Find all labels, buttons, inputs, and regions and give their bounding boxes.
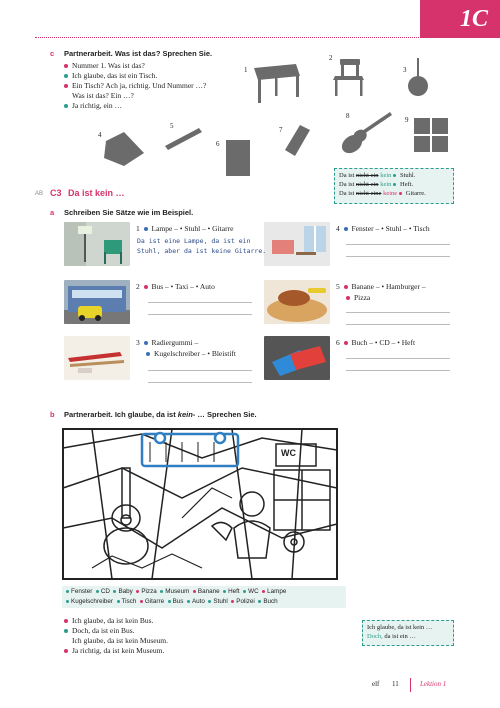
write-line[interactable] (148, 302, 252, 303)
dialog-line: Ich glaube, das ist ein Tisch. (64, 71, 244, 81)
pink-bullet-icon (144, 285, 148, 289)
write-line[interactable] (346, 324, 450, 325)
exercise-b-label: b (50, 410, 55, 419)
teal-bullet-icon (258, 600, 261, 603)
pink-bullet-icon (231, 600, 234, 603)
exercise-b-title: Partnerarbeit. Ich glaube, da ist kein- … Sprechen Sie. (64, 410, 257, 419)
pen-icon (165, 128, 202, 150)
pencils-photo (64, 336, 130, 380)
blue-bullet-icon (144, 341, 148, 345)
item-1: 1 Lampe – • Stuhl – • Gitarre (136, 224, 234, 233)
blue-bullet-icon (344, 227, 348, 231)
example-answer-2: Stuhl, aber da ist keine Gitarre. (137, 247, 267, 255)
pink-bullet-icon (346, 296, 350, 300)
picture-number: 7 (279, 126, 283, 134)
teal-bullet-icon (168, 600, 171, 603)
eraser-icon (285, 125, 310, 156)
workbook-ref: AB (35, 191, 44, 197)
word-bank-row-1: Fenster CD Baby Pizza Museum Banane Heft WC Lampe (66, 588, 286, 595)
item-3: 3 Radiergummi – (136, 338, 199, 347)
section-title: Da ist kein … (68, 188, 125, 198)
teal-bullet-icon (66, 590, 69, 593)
pink-bullet-icon (64, 649, 68, 653)
grammar-line: Da ist nicht ein kein Stuhl. (339, 172, 416, 179)
grammar-line: Da ist nicht ein kein Heft. (339, 181, 414, 188)
dialog-line: Ja richtig, ein … (64, 101, 244, 111)
lamp-chair-photo (64, 222, 130, 266)
picture-number: 5 (170, 122, 174, 130)
page-word: elf (372, 680, 380, 688)
item-5: 5 Banane – • Hamburger – (336, 282, 426, 291)
exercise-a-title: Schreiben Sie Sätze wie im Beispiel. (64, 208, 194, 217)
item-2: 2 Bus – • Taxi – • Auto (136, 282, 215, 291)
example-answer-1: Da ist eine Lampe, da ist ein (137, 237, 251, 245)
speaking-dialog (64, 616, 168, 656)
page-number: 11 (392, 680, 399, 688)
phrase-line-2: Doch, da ist ein … (367, 633, 416, 640)
dialog-line: Ein Tisch? Ach ja, richtig. Und Nummer …? (64, 81, 244, 91)
item-4: 4 Fenster – • Stuhl – • Tisch (336, 224, 430, 233)
dialog-line: Ich glaube, da ist kein Museum. (72, 636, 169, 645)
write-line[interactable] (346, 244, 450, 245)
picture-number: 4 (98, 131, 102, 139)
pink-bullet-icon (399, 192, 402, 195)
kein-grammar-box (334, 168, 454, 204)
teal-bullet-icon (393, 183, 396, 186)
write-line[interactable] (346, 370, 450, 371)
teal-bullet-icon (243, 590, 246, 593)
blue-bullet-icon (146, 352, 150, 356)
item-6: 6 Buch – • CD – • Heft (336, 338, 416, 347)
lesson-label: Lektion 1 (420, 680, 447, 688)
teal-bullet-icon (187, 600, 190, 603)
teal-bullet-icon (64, 629, 68, 633)
phrase-line-1: Ich glaube, da ist kein … (367, 624, 433, 631)
picture-number: 8 (346, 112, 350, 120)
teal-bullet-icon (66, 600, 69, 603)
pink-bullet-icon (136, 590, 139, 593)
exercise-c-label: c (50, 49, 55, 58)
write-line[interactable] (148, 314, 252, 315)
hidden-objects-drawing (62, 428, 338, 580)
pink-bullet-icon (344, 285, 348, 289)
cd-icon (408, 58, 428, 96)
dialog-line: Doch, da ist ein Bus. (64, 626, 168, 636)
item-3-line-2: Kugelschreiber – • Bleistift (146, 349, 236, 359)
dialog-line: Ja richtig, da ist kein Museum. (64, 646, 168, 656)
picture-number: 1 (244, 66, 248, 74)
pink-bullet-icon (344, 341, 348, 345)
item-5-line-2: Pizza (346, 293, 370, 303)
window-chair-photo (264, 222, 330, 266)
teal-bullet-icon (117, 600, 120, 603)
picture-number: 6 (216, 140, 220, 148)
picture-number: 2 (329, 54, 333, 62)
write-line[interactable] (148, 382, 252, 383)
chapter-tab-label: 1C (459, 5, 488, 32)
grammar-line: Da ist nicht eine keine Gitarre. (339, 190, 426, 197)
blue-bullet-icon (144, 227, 148, 231)
food-photo (264, 280, 330, 324)
window-icon (414, 118, 448, 152)
teal-bullet-icon (96, 590, 99, 593)
pink-bullet-icon (193, 590, 196, 593)
book-icon (104, 132, 144, 166)
teal-bullet-icon (160, 590, 163, 593)
wc-sign-text: WC (281, 448, 296, 458)
books-photo (264, 336, 330, 380)
write-line[interactable] (346, 256, 450, 257)
pink-bullet-icon (262, 590, 265, 593)
exercise-c-title: Partnerarbeit. Was ist das? Sprechen Sie. (64, 49, 213, 58)
bus-taxi-photo (64, 280, 130, 324)
dialog-line: Was ist das? Ein …? (72, 91, 134, 100)
exercise-a-label: a (50, 208, 55, 217)
picture-number: 9 (405, 116, 409, 124)
picture-number: 3 (403, 66, 407, 74)
table-icon (254, 64, 300, 103)
section-number: C3 (50, 188, 62, 198)
phrase-box (362, 620, 454, 646)
write-line[interactable] (346, 312, 450, 313)
dialog-line: Ich glaube, da ist kein Bus. (64, 616, 168, 626)
pink-bullet-icon (140, 600, 143, 603)
word-bank-row-2: Kugelschreiber Tisch Gitarre Bus Auto Stuhl Polizei Buch (66, 598, 278, 605)
teal-bullet-icon (393, 174, 396, 177)
teal-bullet-icon (223, 590, 226, 593)
write-line[interactable] (148, 370, 252, 371)
dialog-line: Nummer 1. Was ist das? (64, 61, 244, 71)
chair-icon (333, 59, 364, 96)
pink-bullet-icon (64, 619, 68, 623)
teal-bullet-icon (208, 600, 211, 603)
footer-divider (410, 678, 411, 692)
write-line[interactable] (346, 358, 450, 359)
notebook-icon (226, 140, 250, 176)
teal-bullet-icon (113, 590, 116, 593)
